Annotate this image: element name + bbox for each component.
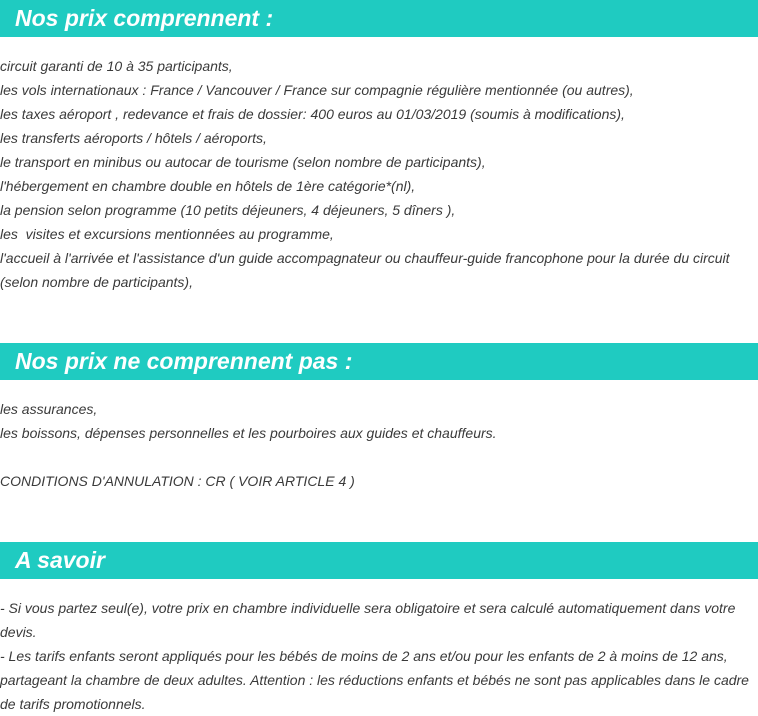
list-item: les taxes aéroport , redevance et frais de dossier: 400 euros au 01/03/2019 (soumis à modifications), [0,106,625,122]
included-list [0,54,758,294]
list-item: (selon nombre de participants), [0,274,193,290]
list-item: - Si vous partez seul(e), votre prix en chambre individuelle sera obligatoire et sera calculé automatiquement dans votre [0,600,736,616]
list-item: le transport en minibus ou autocar de tourisme (selon nombre de participants), [0,154,486,170]
list-item: partageant la chambre de deux adultes. Attention : les réductions enfants et bébés ne sont pas applicables dans le cadre [0,672,749,688]
section-title-not-included: Nos prix ne comprennent pas : [15,348,353,374]
list-item: devis. [0,624,37,640]
list-item: la pension selon programme (10 petits déjeuners, 4 déjeuners, 5 dîners ), [0,202,456,218]
section-header-not-included [0,343,758,380]
list-item: les assurances, [0,401,98,417]
section-header-good-to-know [0,542,758,579]
list-item: l'accueil à l'arrivée et l'assistance d'un guide accompagnateur ou chauffeur-guide francophone pour la durée du circuit [0,250,730,266]
good-to-know-list [0,596,758,716]
cancellation-conditions: CONDITIONS D'ANNULATION : CR ( VOIR ARTICLE 4 ) [0,473,355,489]
list-item: circuit garanti de 10 à 35 participants, [0,58,233,74]
list-item: - Les tarifs enfants seront appliqués pour les bébés de moins de 2 ans et/ou pour les enfants de 2 à moins de 12 ans, [0,648,728,664]
list-item: les transferts aéroports / hôtels / aéroports, [0,130,267,146]
list-item: l'hébergement en chambre double en hôtels de 1ère catégorie*(nl), [0,178,416,194]
section-title-included: Nos prix comprennent : [15,5,274,31]
list-item: les visites et excursions mentionnées au programme, [0,226,334,242]
list-item: les boissons, dépenses personnelles et les pourboires aux guides et chauffeurs. [0,425,497,441]
not-included-list [0,397,758,493]
section-header-included [0,0,758,37]
section-title-good-to-know: A savoir [15,547,105,573]
spacer [0,445,758,469]
list-item: de tarifs promotionnels. [0,696,146,712]
list-item: les vols internationaux : France / Vancouver / France sur compagnie régulière mentionnée (ou autres), [0,82,634,98]
